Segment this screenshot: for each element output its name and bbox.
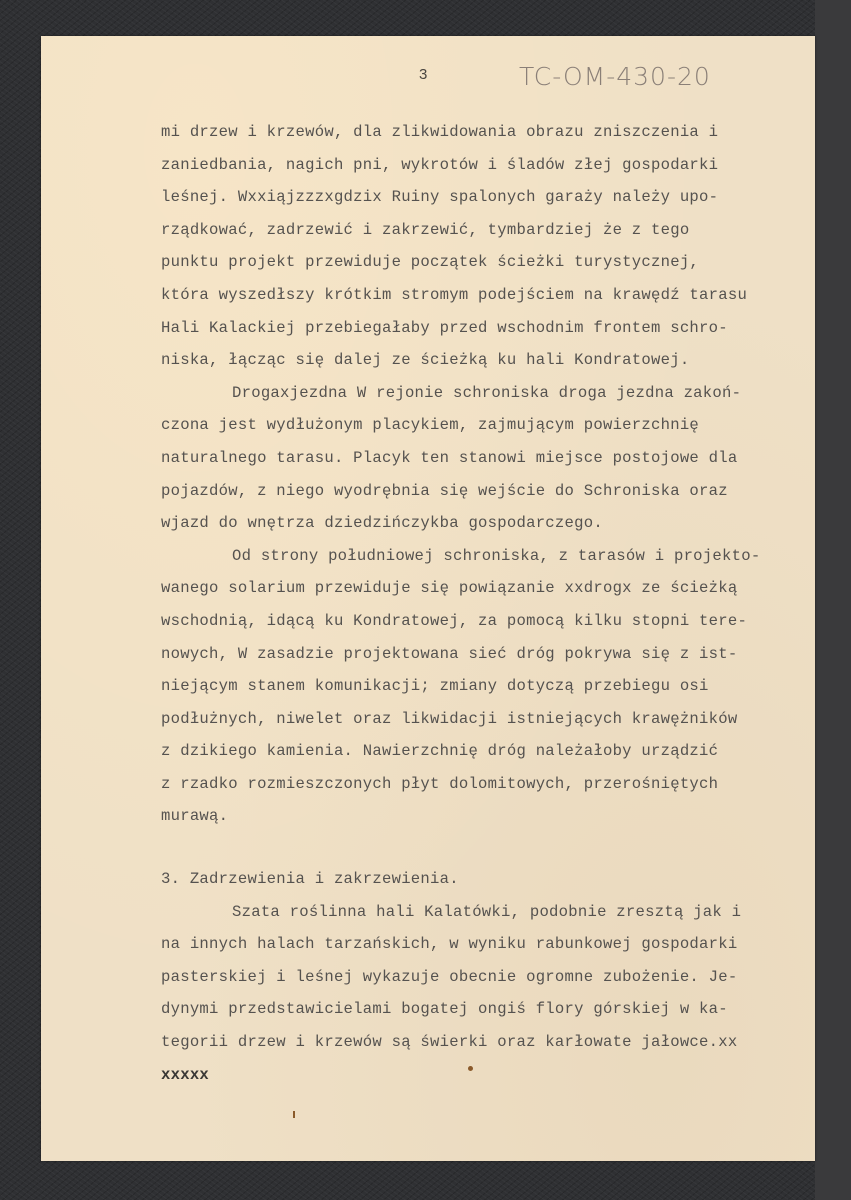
- text-line: z rzadko rozmieszczonych płyt dolomitowych, przerośniętych: [161, 774, 719, 793]
- text-line: wschodnią, idącą ku Kondratowej, za pomocą kilku stopni tere-: [161, 611, 748, 630]
- struck-out-text: xxxxx: [161, 1065, 210, 1084]
- text-line: na innych halach tarzańskich, w wyniku rabunkowej gospodarki: [161, 935, 738, 954]
- text-line: rządkować, zadrzewić i zakrzewić, tymbardziej że z tego: [161, 220, 690, 239]
- text-line: niska, łącząc się dalej ze ścieżką ku hali Kondratowej.: [161, 351, 690, 370]
- text-line: niejącym stanem komunikacji; zmiany dotyczą przebiegu osi: [161, 677, 709, 696]
- text-line: murawą.: [161, 807, 229, 826]
- handwritten-reference-code: TC-OM-430-20: [519, 62, 711, 91]
- text-line: pojazdów, z niego wyodrębnia się wejście do Schroniska oraz: [161, 481, 728, 500]
- paper-mark: [293, 1111, 295, 1118]
- text-line: pasterskiej i leśnej wykazuje obecnie ogromne zubożenie. Je-: [161, 967, 738, 986]
- section-heading: 3. Zadrzewienia i zakrzewienia.: [161, 870, 459, 889]
- text-line: zaniedbania, nagich pni, wykrotów i śladów złej gospodarki: [161, 155, 719, 174]
- paragraph-start-line: Drogaxjezdna W rejonie schroniska droga jezdna zakoń-: [232, 383, 742, 402]
- text-line: wjazd do wnętrza dziedzińczykba gospodarczego.: [161, 514, 603, 533]
- text-line: punktu projekt przewiduje początek ścieżki turystycznej,: [161, 253, 700, 272]
- text-line: która wyszedłszy krótkim stromym podejściem na krawędź tarasu: [161, 285, 748, 304]
- text-line: Hali Kalackiej przebiegałaby przed wschodnim frontem schro-: [161, 318, 728, 337]
- text-line: mi drzew i krzewów, dla zlikwidowania obrazu zniszczenia i: [161, 123, 719, 141]
- text-line: leśnej. Wxxiąjzzzxgdzix Ruiny spalonych garaży należy upo-: [161, 188, 719, 207]
- section-spacer: [161, 833, 821, 863]
- text-line: czona jest wydłużonym placykiem, zajmującym powierzchnię: [161, 416, 700, 435]
- text-line: naturalnego tarasu. Placyk ten stanowi miejsce postojowe dla: [161, 448, 738, 467]
- text-line: tegorii drzew i krzewów są świerki oraz karłowate jałowce.xx: [161, 1033, 738, 1052]
- document-body: [161, 116, 821, 1091]
- page-number: 3: [419, 66, 428, 83]
- text-line: wanego solarium przewiduje się powiązanie xxdrogx ze ścieżką: [161, 579, 738, 598]
- paper-speck: [468, 1066, 473, 1071]
- text-line: podłużnych, niwelet oraz likwidacji istniejących krawężników: [161, 709, 738, 728]
- paragraph-start-line: Od strony południowej schroniska, z tarasów i projekto-: [232, 546, 761, 565]
- text-line: dynymi przedstawicielami bogatej ongiś flory górskiej w ka-: [161, 1000, 728, 1019]
- text-line: z dzikiego kamienia. Nawierzchnię dróg należałoby urządzić: [161, 742, 719, 761]
- text-line: nowych, W zasadzie projektowana sieć dróg pokrywa się z ist-: [161, 644, 738, 663]
- document-page: [41, 36, 815, 1161]
- paragraph-start-line: Szata roślinna hali Kalatówki, podobnie zresztą jak i: [232, 902, 742, 921]
